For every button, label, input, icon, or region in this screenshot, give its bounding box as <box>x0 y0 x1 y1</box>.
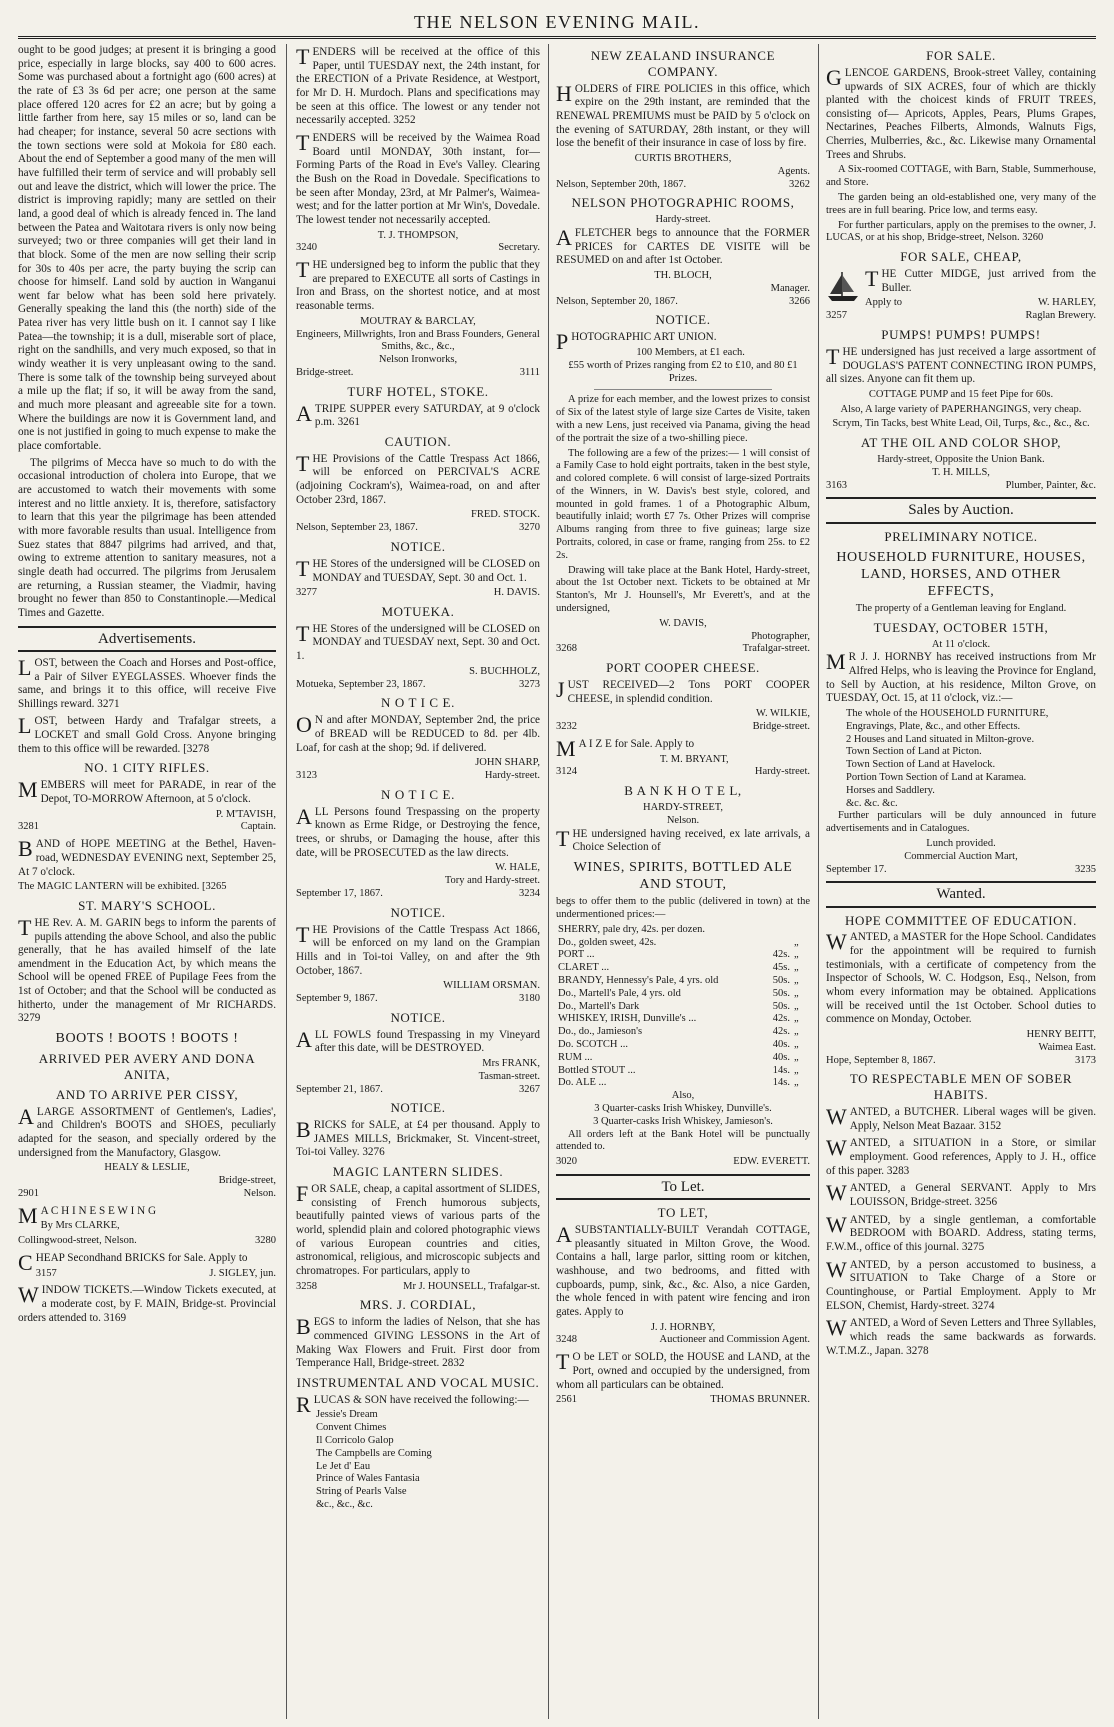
ad-caution: CAUTION. T HE Provisions of the Cattle Trespass Act 1866, will be enforced on PERCIVAL'S ACRE (adjoining Cockram's), Waimea-road, on and after October 23rd, 1867. FRED. STOCK. Nelson, September 23, 1867. 3270 <box>296 433 540 534</box>
price-cell: „ <box>794 1038 799 1050</box>
list-item: The Campbells are Coming <box>316 1447 432 1459</box>
article-pilgrims: The pilgrims of Mecca have so much to do with the occasional introduction of cholera into Europe, that we are accustomed to watch their movements with some interest and no little anxiety. It is, therefore, satisfactory to learn that this year the pilgrimage has been attended with more favorable results than usual. Intelligence from Suez states that 8847 pilgrims had arrived, and that, owing to extreme attention to sanitary measures, not a single death had occurred. The pilgrims from Jerusalem are returning, a Russian steamer, the Viadmir, having brought no fewer than 850 to Constantinople.—Medical Times and Gazette. <box>18 456 276 619</box>
price-row <box>556 962 810 975</box>
price-cell: Do., do., Jamieson's <box>558 1026 643 1038</box>
price-cell: 14s. <box>772 1077 790 1089</box>
price-cell: 50s. <box>772 974 790 986</box>
ad-boots: BOOTS ! BOOTS ! BOOTS ! ARRIVED PER AVERY AND DONA ANITA, AND TO ARRIVE PER CISSY, A LARGE ASSORTMENT of Gentlemen's, Ladies', and Children's BOOTS and SHOES, peculiarly adapted for the season, and specially ordered by the undersigned from the Manufactory, Glasgow. HEALY & LESLIE, Bridge-street, 2901 Nelson. <box>18 1031 276 1199</box>
heading-sober-habits: TO RESPECTABLE MEN OF SOBER HABITS. <box>849 1071 1073 1103</box>
price-cell: „ <box>794 1026 799 1038</box>
price-cell: 42s. <box>772 949 790 961</box>
ad-lost-locket: L OST, between Hardy and Trafalgar streets, a LOCKET and small Gold Cross. Anyone bringing them to this office will be rewarded. [3278 <box>18 713 276 755</box>
ad-cheap-bricks: C HEAP Secondhand BRICKS for Sale. Apply to 3157 J. SIGLEY, jun. <box>18 1250 276 1279</box>
ad-wanted-business: W ANTED, by a person accustomed to business, a SITUATION to Take Charge of a Store or Countinghouse, or Partial Employment. Apply to Mr ELSON, Chemist, Hardy-street. 3274 <box>826 1256 1096 1312</box>
price-cell: 50s. <box>772 987 790 999</box>
ad-band-of-hope: B AND of HOPE MEETING at the Bethel, Haven-road, WEDNESDAY EVENING next, September 25, At 7 o'clock. The MAGIC LANTERN will be exhibited. [3265 <box>18 836 276 893</box>
price-row <box>556 924 810 937</box>
list-item: Town Section of Land at Havelock. <box>846 759 996 771</box>
price-row <box>556 1077 810 1090</box>
price-cell: Bottled STOUT ... <box>558 1064 636 1076</box>
price-cell <box>728 924 792 937</box>
ad-notice-bread: N O T I C E. O N and after MONDAY, September 2nd, the price of BREAD will be REDUCED to 8d. per 4lb. Loaf, for cash at the shop; 9d. if delivered. JOHN SHARP, 3123 Hardy-street. <box>296 695 540 781</box>
price-cell: SHERRY, pale dry, 42s. per dozen. <box>558 923 705 935</box>
price-cell: Do. SCOTCH ... <box>558 1038 629 1050</box>
column-4 <box>826 44 1096 1719</box>
article-land: ought to be good judges; at present it is bringing a good price, especially in large blocks, say 400 to 600 acres. Some was purchased about a fortnight ago (600 acres) at the rate of £3 3s 6d per acre; one person at the same place offered 120 acres for £2 an acre; but by going a little farther from here, say 15 miles or so, land can be had cheaper; for instance, several 50 acre sections with the town sections were sold at Mokoia for £80 each. About the end of September a good many of the men will have fulfilled their term of service and will probably sell out and leave the district, which will lower the price. The district is improving rapidly; many are settled on their land, a good deal of which is already fenced in. The land between the Patea and Waitotara rivers is only now being surveyed; two or three companies will get their land in that block. Some of the men are now selling their scrip for 30s to 40s per acre, the party buying the scrip can choose for himself. Land sold by auction in Wanganui went far below what has been sold here privately. Generally speaking the land this (the north) side of the Patea river has very little bush on it. I cannot say I like Patea—the township; it is a dull, miserable sort of place, right on the sandhills, and very much exposed, so that in windy weather it is very unpleasant owing to the sand. There is some talk of the township being surveyed about a mile up the flat; if so, it will be away from the sand, and much more pleasant and agreeable site for a town. Where the buildings are now it is Government land, and one is not justified in going to much expense to make the place comfortable. <box>18 44 276 453</box>
price-cell: „ <box>794 962 799 974</box>
list-item: Convent Chimes <box>316 1422 387 1434</box>
price-table <box>556 924 810 1090</box>
ad-wanted-butcher: W ANTED, a BUTCHER. Liberal wages will be given. Apply, Nelson Meat Bazaar. 3152 <box>826 1104 1096 1132</box>
price-row <box>556 975 810 988</box>
column-divider <box>286 44 287 1719</box>
list-item: Le Jet d' Eau <box>316 1460 371 1472</box>
masthead-rule <box>18 36 1096 39</box>
list-item: &c., &c., &c. <box>316 1498 373 1510</box>
ad-wanted-servant: W ANTED, a General SERVANT. Apply to Mrs LOUISSON, Bridge-street. 3256 <box>826 1180 1096 1209</box>
price-cell: 14s. <box>772 1064 790 1076</box>
list-item: Horses and Saddlery. <box>846 784 935 796</box>
price-cell: „ <box>794 1077 799 1089</box>
price-row <box>556 988 810 1001</box>
price-cell: „ <box>794 936 799 948</box>
ad-glencoe-gardens: FOR SALE. G LENCOE GARDENS, Brook-street Valley, containing upwards of SIX ACRES, four of which are thickly planted with the choicest kinds of FRUIT TREES, consisting of— Apricots, Apples, Pears, Plums Grapes, Nectarines, Peaches Filberts, Almonds, Walnuts Figs, Cherries, Mulberries, &c., &c. Likewise many Ornamental Trees and Shrubs. A Six-roomed COTTAGE, with Barn, Stable, Summerhouse, and Store. The garden being an old-established one, very many of the trees are in full bearing. Price low, and terms easy. For further particulars, apply on the premises to the owner, J. LUCAS, or at his shop, Bridge-street, Nelson. 3260 <box>826 48 1096 244</box>
ad-tender-westport: T ENDERS will be received at the office of this Paper, until TUESDAY next, the 24th instant, for the ERECTION of a Private Residence, at Westport, for Mr D. H. Murdoch. Plans and specifications may be seen at this office. The lowest or any tender not necessarily accepted. 3252 <box>296 44 540 127</box>
price-cell: 42s. <box>772 1026 790 1038</box>
price-cell: 40s. <box>772 1038 790 1050</box>
ad-tender-waimea: T ENDERS will be received by the Waimea Road Board until MONDAY, 30th instant, for— Forming Parts of the Road in Eve's Valley. Clearing the Bush on the Road in Dovedale. Specifications to be seen after Monday, 23rd, at Mr Palmer's, Waimea-west; and for the latter portion at Mr Win's, Dovedale. The lowest tender not necessarily accepted. T. J. THOMPSON, 3240 Secretary. <box>296 129 540 254</box>
ad-photographic-rooms: NELSON PHOTOGRAPHIC ROOMS, Hardy-street. A FLETCHER begs to announce that the FORMER PRICES for CARTES DE VISITE will be RESUMED on and after 1st October. TH. BLOCH, Manager. Nelson, September 20, 1867. 3266 <box>556 195 810 307</box>
price-cell: 45s. <box>772 962 790 974</box>
ad-maize: M A I Z E for Sale. Apply to T. M. BRYANT, 3124 Hardy-street. <box>556 736 810 778</box>
price-cell: „ <box>794 974 799 986</box>
ad-window-tickets: W INDOW TICKETS.—Window Tickets executed, at a moderate cost, by F. MAIN, Bridge-st. Provincial orders attended to. 3169 <box>18 1282 276 1324</box>
ad-moutray-barclay: T HE undersigned beg to inform the public that they are prepared to EXECUTE all sorts of Castings in Iron and Brass, on the shortest notice, and at most reasonable terms. MOUTRAY & BARCLAY, Engineers, Millwrights, Iron and Brass Founders, General Smiths, &c., &c., Nelson Ironworks, Bridge-street. 3111 <box>296 257 540 378</box>
price-cell: „ <box>794 1051 799 1063</box>
price-cell: „ <box>794 949 799 961</box>
music-list <box>296 1409 540 1511</box>
ad-lost-eyeglasses: L OST, between the Coach and Horses and Post-office, a Pair of Silver EYEGLASSES. Whoever finds the same, and brings it to this office, will receive Five Shillings reward. 3271 <box>18 654 276 710</box>
price-cell: 50s. <box>772 1000 790 1012</box>
price-cell: 40s. <box>772 1051 790 1063</box>
ad-port-cooper-cheese: PORT COOPER CHEESE. J UST RECEIVED—2 Tons PORT COOPER CHEESE, in splendid condition. W. WILKIE, 3232 Bridge-street. <box>556 660 810 733</box>
list-item: The whole of the HOUSEHOLD FURNITURE, Engravings, Plate, &c., and other Effects. <box>846 707 1049 732</box>
price-row <box>556 949 810 962</box>
price-cell: Do., Martell's Dark <box>558 1000 640 1012</box>
list-item: Jessie's Dream <box>316 1409 378 1421</box>
masthead: THE NELSON EVENING MAIL. <box>414 12 700 32</box>
ad-music: INSTRUMENTAL AND VOCAL MUSIC. R LUCAS & SON have received the following:— Jessie's Dream Convent Chimes Il Corricolo Galop The Campbells are Coming Le Jet d' Eau Prince of Wales Fantasia String of Pearls Valse &c., &c., &c. <box>296 1374 540 1510</box>
price-cell: WHISKEY, IRISH, Dunville's ... <box>558 1013 697 1025</box>
list-item: Town Section of Land at Picton. <box>846 746 982 758</box>
ad-notice-davis: NOTICE. T HE Stores of the undersigned will be CLOSED on MONDAY and TUESDAY, Sept. 30 and Oct. 1. 3277 H. DAVIS. <box>296 538 540 599</box>
ad-wanted-word: W ANTED, a Word of Seven Letters and Three Syllables, which reads the same backwards as forwards. W.T.M.Z., Japan. 3278 <box>826 1315 1096 1357</box>
price-row <box>556 1001 810 1014</box>
column-divider <box>548 44 549 1719</box>
list-item: String of Pearls Valse <box>316 1486 407 1498</box>
price-row <box>556 1052 810 1065</box>
ad-magic-lantern: MAGIC LANTERN SLIDES. F OR SALE, cheap, a capital assortment of SLIDES, consisting of French humorous subjects, beautifully painted views of various parts of the world, splendid plain and colored photographic views of various European countries and cities, astronomical, religious, and microscopic subjects and chromatropes. For particulars, apply to 3258 Mr J. HOUNSELL, Trafalgar-st. <box>296 1164 540 1292</box>
price-row <box>556 937 810 950</box>
ad-notice-bricks: NOTICE. B RICKS for SALE, at £4 per thousand. Apply to JAMES MILLS, Brickmaker, St. Vincent-street, Toi-toi Valley. 3276 <box>296 1100 540 1159</box>
price-row <box>556 1039 810 1052</box>
column-divider <box>818 44 819 1719</box>
column-1 <box>18 44 276 1719</box>
price-cell <box>792 924 810 937</box>
list-item: &c. &c. &c. <box>846 797 898 809</box>
column-3 <box>556 44 810 1719</box>
price-cell: BRANDY, Hennessy's Pale, 4 yrs. old <box>558 974 719 986</box>
ad-cutter-midge: FOR SALE, CHEAP, T HE Cutter MIDGE, just arrived from the Buller. Apply to W. HARLEY, 3257 Raglan Brewery. <box>826 249 1096 322</box>
ad-st-marys-school: ST. MARY'S SCHOOL. T HE Rev. A. M. GARIN begs to inform the parents of pupils attending the above School, and also the public generally, that he has availed himself of the late amendment in the Education Act, by which means the School will be opened FREE of Pupilage Fees from the 1st of October; and that the School will be conducted as hitherto, under the management of Mr RICHARDS. 3279 <box>18 897 276 1025</box>
ad-wanted-bedroom: W ANTED, by a single gentleman, a comfortable BEDROOM with BOARD. Address, stating terms, F.W.M., office of this journal. 3275 <box>826 1211 1096 1254</box>
column-2 <box>296 44 540 1719</box>
list-item: Il Corricolo Galop <box>316 1434 394 1446</box>
ad-notice-fowls: NOTICE. A LL FOWLS found Trespassing in my Vineyard after this date, will be DESTROYED. Mrs FRANK, Tasman-street. September 21, 1867. 3267 <box>296 1009 540 1095</box>
price-cell: Do., Martell's Pale, 4 yrs. old <box>558 987 681 999</box>
price-cell: „ <box>794 1000 799 1012</box>
price-cell: PORT ... <box>558 949 595 961</box>
price-cell: RUM ... <box>558 1051 593 1063</box>
ad-nz-insurance: NEW ZEALAND INSURANCE COMPANY. H OLDERS of FIRE POLICIES in this office, which expire on the 29th instant, are reminded that the RENEWAL PREMIUMS must be PAID by 5 o'clock on the evening of SATURDAY, 28th instant, or they will lose the benefit of their insurance in case of loss by fire. CURTIS BROTHERS, Agents. Nelson, September 20th, 1867. 3262 <box>556 48 810 190</box>
ad-cordial: MRS. J. CORDIAL, B EGS to inform the ladies of Nelson, that she has commenced GIVING LESSONS in the Art of Making Wax Flowers and Fruit. First door from Temperance Hall, Bridge-street. 2832 <box>296 1297 540 1370</box>
ad-wanted-situation: W ANTED, a SITUATION in a Store, or similar employment. Good references, Apply to J. H., office of this paper. 3283 <box>826 1135 1096 1177</box>
ad-city-rifles: NO. 1 CITY RIFLES. M EMBERS will meet for PARADE, in rear of the Depot, TO-MORROW Afternoon, at 5 o'clock. P. M'TAVISH, 3281 Captain. <box>18 760 276 833</box>
auction-list <box>826 708 1096 810</box>
price-cell: „ <box>794 1013 799 1025</box>
ship-icon <box>826 270 860 304</box>
section-to-let: To Let. <box>556 1174 810 1200</box>
list-item: Prince of Wales Fantasia <box>316 1473 420 1485</box>
ad-preliminary-notice: PRELIMINARY NOTICE. HOUSEHOLD FURNITURE, HOUSES, LAND, HORSES, AND OTHER EFFECTS, The property of a Gentleman leaving for England. TUESDAY, OCTOBER 15TH, At 11 o'clock. M R J. J. HORNBY has received instructions from Mr Alfred Helps, who is leaving the Province for England, to Sell by Auction, at his residence, Milton Grove, on TUESDAY, Oct. 15, at 11 o'clock, viz.:— The whole of the HOUSEHOLD FURNITURE, Engravings, Plate, &c., and other Effects. 2 Houses and Land situated in Milton-grove. Town Section of Land at Picton. Town Section of Land at Havelock. Portion Town Section of Land at Karamea. Horses and Saddlery. &c. &c. &c. Further particulars will be duly announced in future advertisements and in Catalogues. Lunch provided. Commercial Auction Mart, September 17. 3235 <box>826 528 1096 875</box>
price-cell: Do. ALE ... <box>558 1077 607 1089</box>
section-wanted: Wanted. <box>826 881 1096 907</box>
ad-pumps: PUMPS! PUMPS! PUMPS! T HE undersigned has just received a large assortment of DOUGLAS'S PATENT CONNECTING IRON PUMPS, all sizes. Anyone can fit them up. COTTAGE PUMP and 15 feet Pipe for 60s. Also, A large variety of PAPERHANGINGS, very cheap. Scrym, Tin Tacks, best White Lead, Oil, Turps, &c., &c., &c. AT THE OIL AND COLOR SHOP, Hardy-street, Opposite the Union Bank. T. H. MILLS, 3163 Plumber, Painter, &c. <box>826 327 1096 491</box>
ad-motueka: MOTUEKA. T HE Stores of the undersigned will be CLOSED on MONDAY and TUESDAY next, Sept. 30 and Oct. 1. S. BUCHHOLZ, Motueka, September 23, 1867. 3273 <box>296 603 540 690</box>
ad-bank-hotel: B A N K H O T E L, HARDY-STREET, Nelson. T HE undersigned having received, ex late arrivals, a Choice Selection of WINES, SPIRITS, BOTTLED ALE AND STOUT, begs to offer them to the public (delivered in town) at the undermentioned prices:— SHERRY, pale dry, 42s. per dozen. Do., golden sweet, 42s. „ PORT ... 42s. „ CLARET ... 45s. „ BRANDY, Hennessy's Pale, 4 yrs. old 50s. „ Do., Martell's Pale, 4 yrs. old 50s. „ Do., Martell's Dark 50s. „ WHISKEY, IRISH, Dunville's ... 42s. „ Do., do., Jamieson's 42s. „ Do. SCOTCH ... 40s. „ RUM ... 40s. „ Bottled STOUT ... 14s. „ Do. ALE ... 14s. „ Also, 3 Quarter-casks Irish Whiskey, Dunville's. 3 Quarter-casks Irish Whiskey, Jamieson's. All orders left at the Bank Hotel will be punctually attended to. 3020 EDW. EVERETT. <box>556 783 810 1168</box>
section-advertisements: Advertisements. <box>18 626 276 652</box>
ad-hope-committee: HOPE COMMITTEE OF EDUCATION. W ANTED, a MASTER for the Hope School. Candidates for the appointment will be required to furnish testimonials, with a certificate of competency from the Inspector of Schools, W. C. Hodgson, Esq., Nelson, from whom every information may be obtained. Applications will be received until the 1st October. School duties to commence on Monday, October. HENRY BEITT, Waimea East. Hope, September 8, 1867. 3173 <box>826 912 1096 1066</box>
ad-to-let-cottage: TO LET, A SUBSTANTIALLY-BUILT Verandah COTTAGE, pleasantly situated in Milton Grove, the Wood. Contains a hall, large parlor, sitting room or kitchen, washhouse, and two bedrooms, and fitted with cupboards, pump, sink, &c., &c. Also, a nice Garden, the whole fenced in with patent wire fencing and iron gates. Apply to J. J. HORNBY, 3248 Auctioneer and Commission Agent. <box>556 1205 810 1346</box>
ad-sewing-machine: M A C H I N E S E W I N G By Mrs CLARKE, Collingwood-street, Nelson. 3280 <box>18 1202 276 1247</box>
price-cell: CLARET ... <box>558 962 610 974</box>
price-row <box>556 1065 810 1078</box>
price-row <box>556 1013 810 1026</box>
price-cell: „ <box>794 1064 799 1076</box>
ad-turf-hotel: TURF HOTEL, STOKE. A TRIPE SUPPER every SATURDAY, at 9 o'clock p.m. 3261 <box>296 383 540 429</box>
price-cell: „ <box>794 987 799 999</box>
ad-notice-orsman: NOTICE. T HE Provisions of the Cattle Trespass Act 1866, will be enforced on my land on the Grampian Hills and in Toi-toi Valley, on and after the 9th October, 1867. WILLIAM ORSMAN. September 9, 1867. 3180 <box>296 904 540 1004</box>
ad-to-let-brunner: T O be LET or SOLD, the HOUSE and LAND, at the Port, owned and occupied by the undersigned, from whom all particulars can be obtained. 2561 THOMAS BRUNNER. <box>556 1349 810 1406</box>
section-sales-by-auction: Sales by Auction. <box>826 497 1096 523</box>
list-item: 2 Houses and Land situated in Milton-grove. <box>846 733 1035 745</box>
price-cell: Do., golden sweet, 42s. <box>558 936 657 948</box>
ad-art-union: NOTICE. P HOTOGRAPHIC ART UNION. 100 Members, at £1 each. £55 worth of Prizes ranging from £2 to £10, and 80 £1 Prizes. A prize for each member, and the lowest prizes to consist of Six of the latest style of large size Cartes de Visite, taken with a new Lens, just received via Panama, giving the head of the portrait the size of a two-shilling piece. The following are a few of the prizes:— 1 will consist of a Family Case to hold eight portraits, taken in the best style, and colored complete. 6 will consist of large-sized Portraits of the Winners, in W. Davis's best style, colored, and mounted in gold frames. 1 of a Photographic Album, beautifully inlaid; worth £7 7s. Other Prizes will comprise Albums ranging from three to five guineas; large size Portraits, colored, in case or frame, ranging from 25s. to £2 2s. Drawing will take place at the Bank Hotel, Hardy-street, about the 1st October next. Tickets to be obtained at Mr Stanton's, Mr J. Hounsell's, Mr Everett's, and at the undersigned, W. DAVIS, Photographer, 3268 Trafalgar-street. <box>556 312 810 655</box>
ad-notice-trespass: N O T I C E. A LL Persons found Trespassing on the property known as Erme Ridge, or Destroying the fence, trees, or shrubs, or Damaging the house, after this date, will be PROSECUTED as the law directs. W. HALE, Tory and Hardy-street. September 17, 1867. 3234 <box>296 786 540 899</box>
price-row <box>556 1026 810 1039</box>
list-item: Portion Town Section of Land at Karamea. <box>846 771 1027 783</box>
price-cell: 42s. <box>772 1013 790 1025</box>
price-cell <box>728 937 792 950</box>
